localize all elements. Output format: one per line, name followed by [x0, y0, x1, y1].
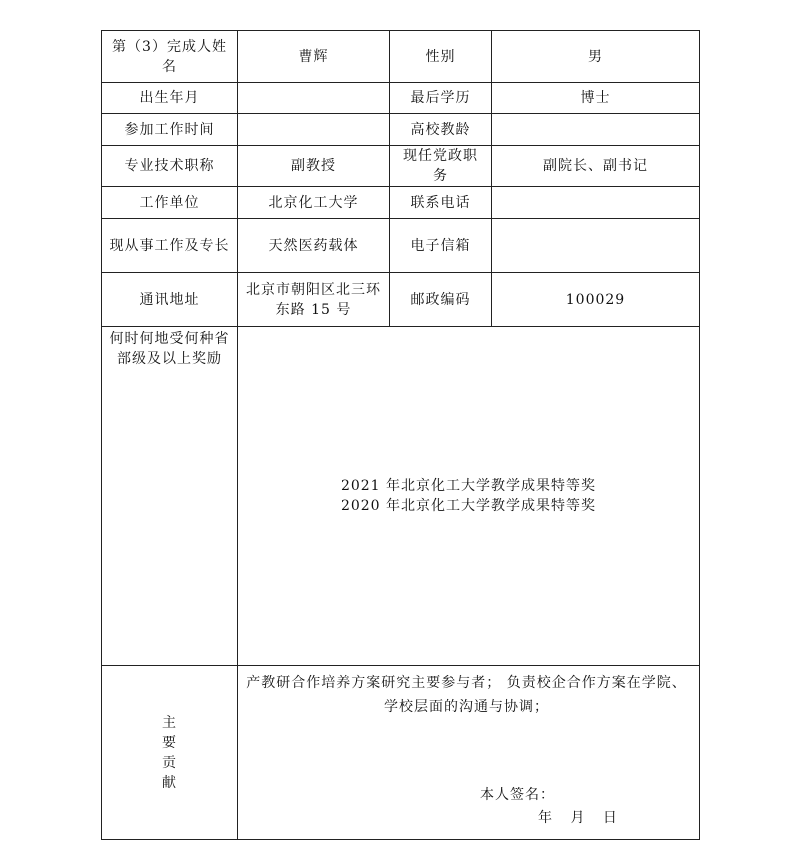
label-email: 电子信箱: [390, 219, 492, 273]
award-item: 2021 年北京化工大学教学成果特等奖: [340, 478, 597, 494]
value-position: 副院长、副书记: [492, 146, 700, 187]
label-address: 通讯地址: [102, 273, 238, 327]
row-address: [102, 273, 700, 327]
personal-info-form: [101, 30, 700, 840]
value-birth: [238, 83, 390, 114]
label-education: 最后学历: [390, 83, 492, 114]
label-birth: 出生年月: [102, 83, 238, 114]
label-specialty: 现从事工作及专长: [102, 219, 238, 273]
label-phone: 联系电话: [390, 187, 492, 219]
label-employer: 工作单位: [102, 187, 238, 219]
label-name: 第（3）完成人姓名: [102, 31, 238, 83]
signature-label: 本人签名：: [480, 786, 555, 803]
label-contribution-char: 要: [162, 734, 177, 751]
row-title: [102, 146, 700, 187]
label-gender: 性别: [390, 31, 492, 83]
value-name: 曹辉: [238, 31, 390, 83]
label-contribution: [102, 666, 238, 840]
row-awards: [102, 327, 700, 666]
value-address: 北京市朝阳区北三环东路 15 号: [238, 273, 390, 327]
contribution-cell: [238, 666, 700, 840]
label-contribution-char: 主: [162, 714, 177, 731]
value-work-start: [238, 114, 390, 146]
row-birth: [102, 83, 700, 114]
label-contribution-char: 献: [162, 774, 177, 791]
label-teaching-years: 高校教龄: [390, 114, 492, 146]
date-label: 年 月 日: [538, 809, 618, 826]
value-teaching-years: [492, 114, 700, 146]
label-awards: 何时何地受何种省部级及以上奖励: [102, 327, 238, 666]
label-postcode: 邮政编码: [390, 273, 492, 327]
award-item: 2020 年北京化工大学教学成果特等奖: [340, 498, 597, 514]
contribution-text: 产教研合作培养方案研究主要参与者； 负责校企合作方案在学院、学校层面的沟通与协调；: [246, 674, 687, 715]
value-title: 副教授: [238, 146, 390, 187]
row-name: [102, 31, 700, 83]
row-contribution: [102, 666, 700, 840]
label-position: 现任党政职务: [390, 146, 492, 187]
row-employer: [102, 187, 700, 219]
value-employer: 北京化工大学: [238, 187, 390, 219]
awards-list: [238, 327, 700, 666]
value-phone: [492, 187, 700, 219]
value-specialty: 天然医药载体: [238, 219, 390, 273]
row-work-start: [102, 114, 700, 146]
value-education: 博士: [492, 83, 700, 114]
label-contribution-char: 贡: [162, 754, 177, 771]
label-work-start: 参加工作时间: [102, 114, 238, 146]
value-gender: 男: [492, 31, 700, 83]
value-postcode: 100029: [492, 273, 700, 327]
value-email: [492, 219, 700, 273]
label-title: 专业技术职称: [102, 146, 238, 187]
row-specialty: [102, 219, 700, 273]
